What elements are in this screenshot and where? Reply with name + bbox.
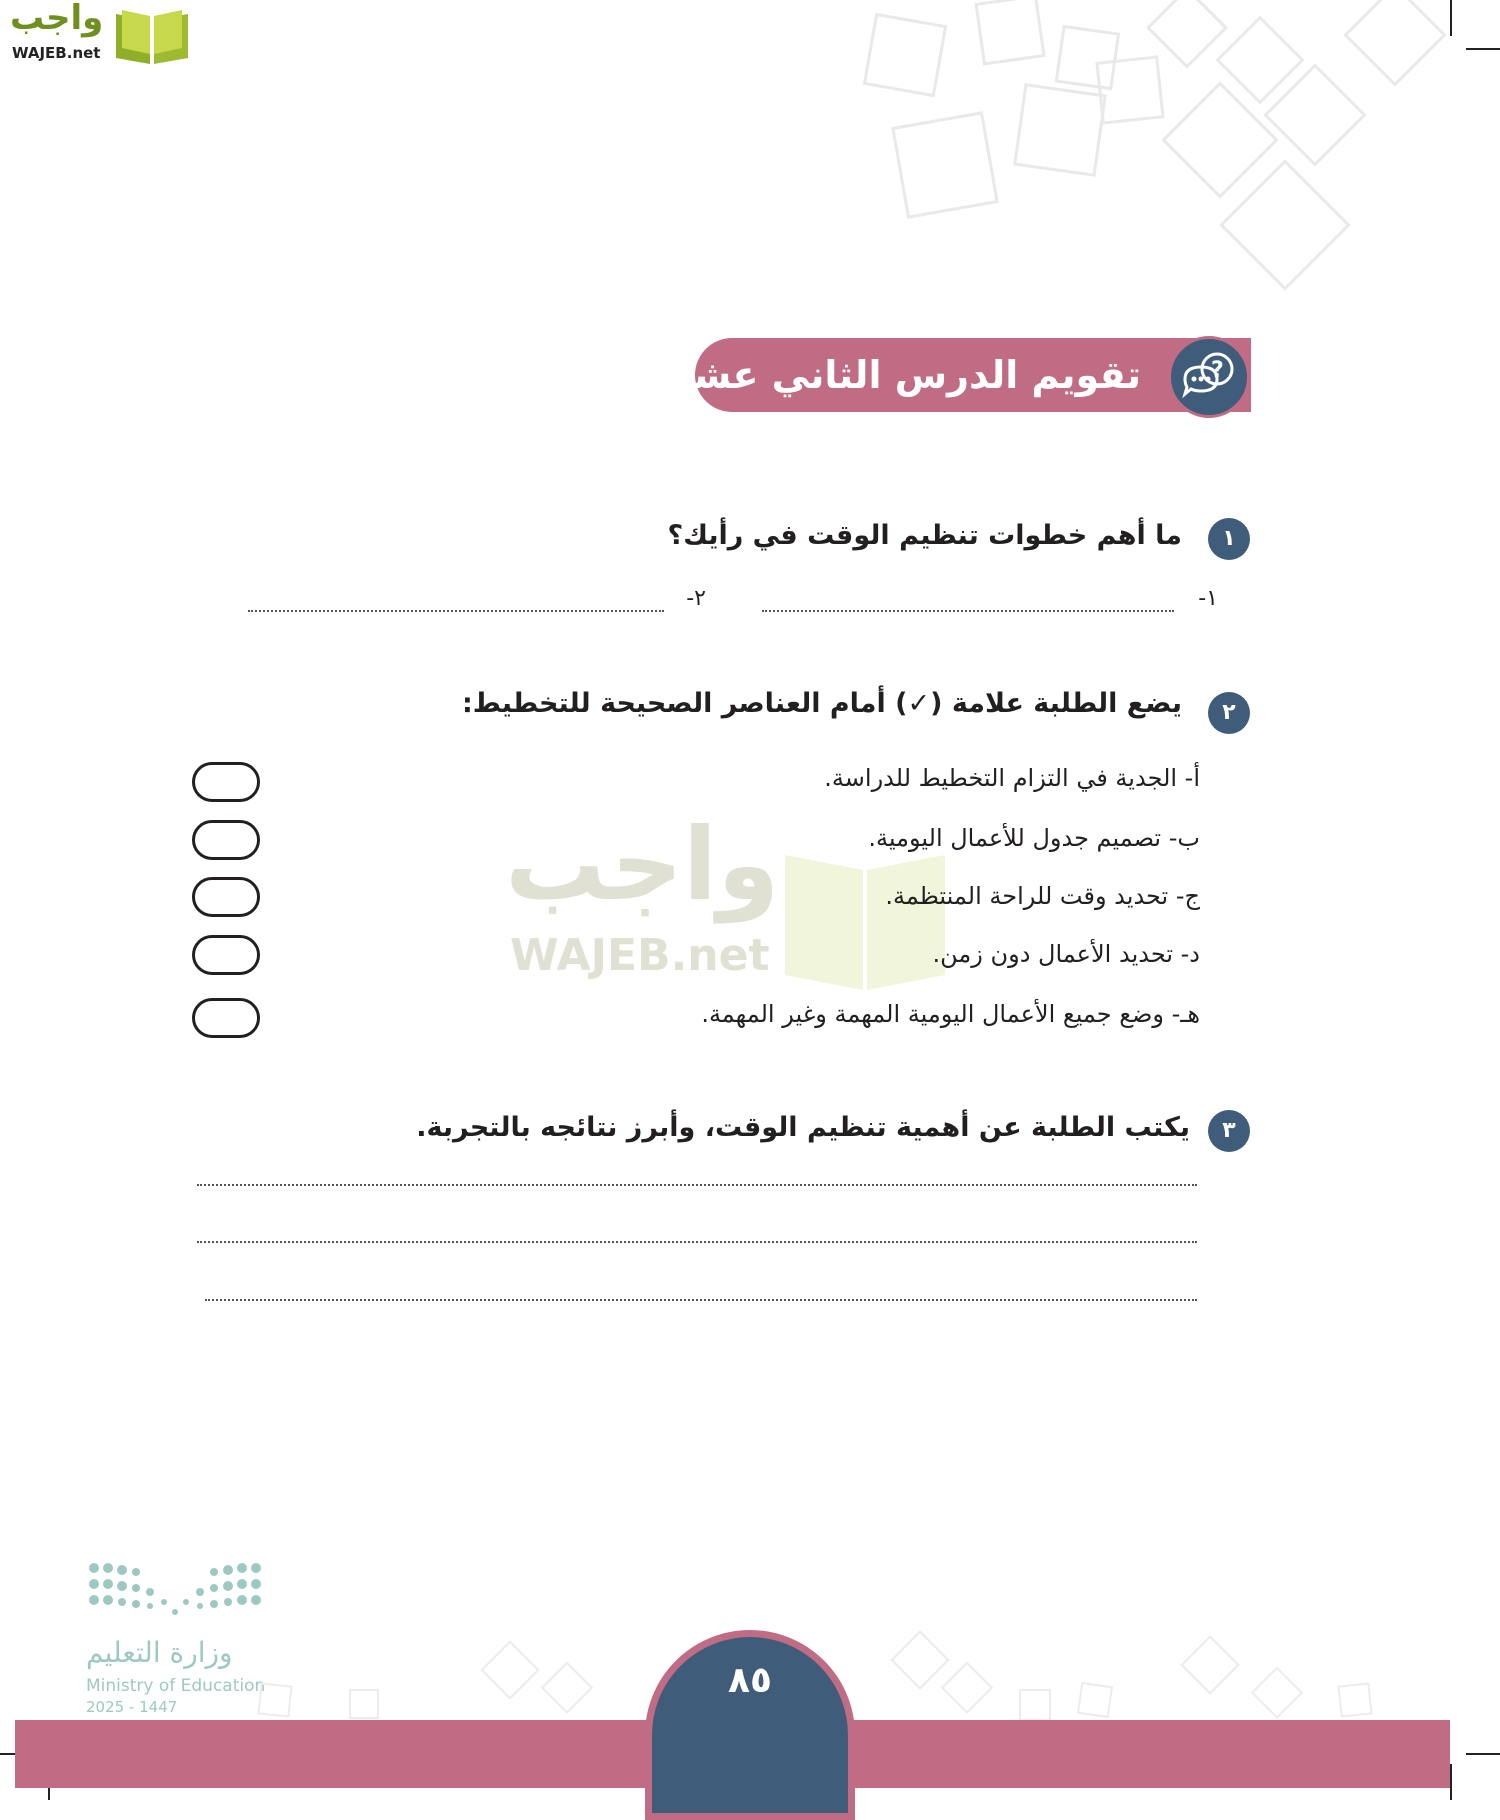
answer-label-2: ٢- (686, 586, 706, 611)
option-e: هـ- وضع جميع الأعمال اليومية المهمة وغير المهمة. (701, 1000, 1200, 1028)
watermark-arabic: واجب (505, 806, 780, 923)
wajeb-logo[interactable] (8, 0, 193, 66)
question-text: ما أهم خطوات تنظيم الوقت في رأيك؟ (667, 520, 1182, 551)
option-b: ب- تصميم جدول للأعمال اليومية. (868, 824, 1200, 852)
option-d: د- تحديد الأعمال دون زمن. (932, 940, 1200, 968)
option-c: ج- تحديد وقت للراحة المنتظمة. (885, 882, 1200, 910)
question-number-badge: ٣ (1208, 1110, 1250, 1152)
logo-latin: WAJEB.net (12, 44, 101, 62)
crop-mark (1450, 1764, 1452, 1800)
page-title: تقويم الدرس الثاني عشر (670, 353, 1141, 397)
decorative-pattern (800, 0, 1500, 300)
logo-arabic: واجب (10, 0, 104, 38)
answer-line-1[interactable] (197, 1184, 1197, 1186)
answer-field-1[interactable] (762, 610, 1174, 612)
page-number: ٨٥ (728, 1660, 772, 1701)
watermark-book-icon (775, 835, 955, 995)
checkbox-a[interactable] (192, 762, 260, 802)
answer-line-3[interactable] (205, 1299, 1197, 1301)
ministry-name-arabic: وزارة التعليم (86, 1636, 233, 1669)
checkbox-c[interactable] (192, 877, 260, 917)
watermark-latin: WAJEB.net (510, 930, 770, 981)
question-text: يكتب الطلبة عن أهمية تنظيم الوقت، وأبرز نتائجه بالتجربة. (416, 1112, 1190, 1143)
checkbox-b[interactable] (192, 820, 260, 860)
answer-label-1: ١- (1198, 586, 1218, 611)
option-a: أ- الجدية في التزام التخطيط للدراسة. (824, 764, 1200, 792)
checkbox-e[interactable] (192, 998, 260, 1038)
ministry-year: 2025 - 1447 (86, 1698, 178, 1716)
checkbox-d[interactable] (192, 935, 260, 975)
question-number-badge: ٢ (1208, 692, 1250, 734)
svg-text:?: ? (1211, 358, 1224, 383)
book-icon (112, 4, 192, 66)
answer-line-2[interactable] (197, 1241, 1197, 1243)
question-text: يضع الطلبة علامة (✓) أمام العناصر الصحيحة للتخطيط: (462, 688, 1182, 719)
crop-mark (1466, 1753, 1500, 1755)
ministry-name-english: Ministry of Education (86, 1676, 266, 1696)
ministry-dots-icon (86, 1560, 266, 1620)
question-number-badge: ١ (1208, 518, 1250, 560)
answer-field-2[interactable] (248, 610, 664, 612)
question-chat-icon (1168, 336, 1250, 418)
